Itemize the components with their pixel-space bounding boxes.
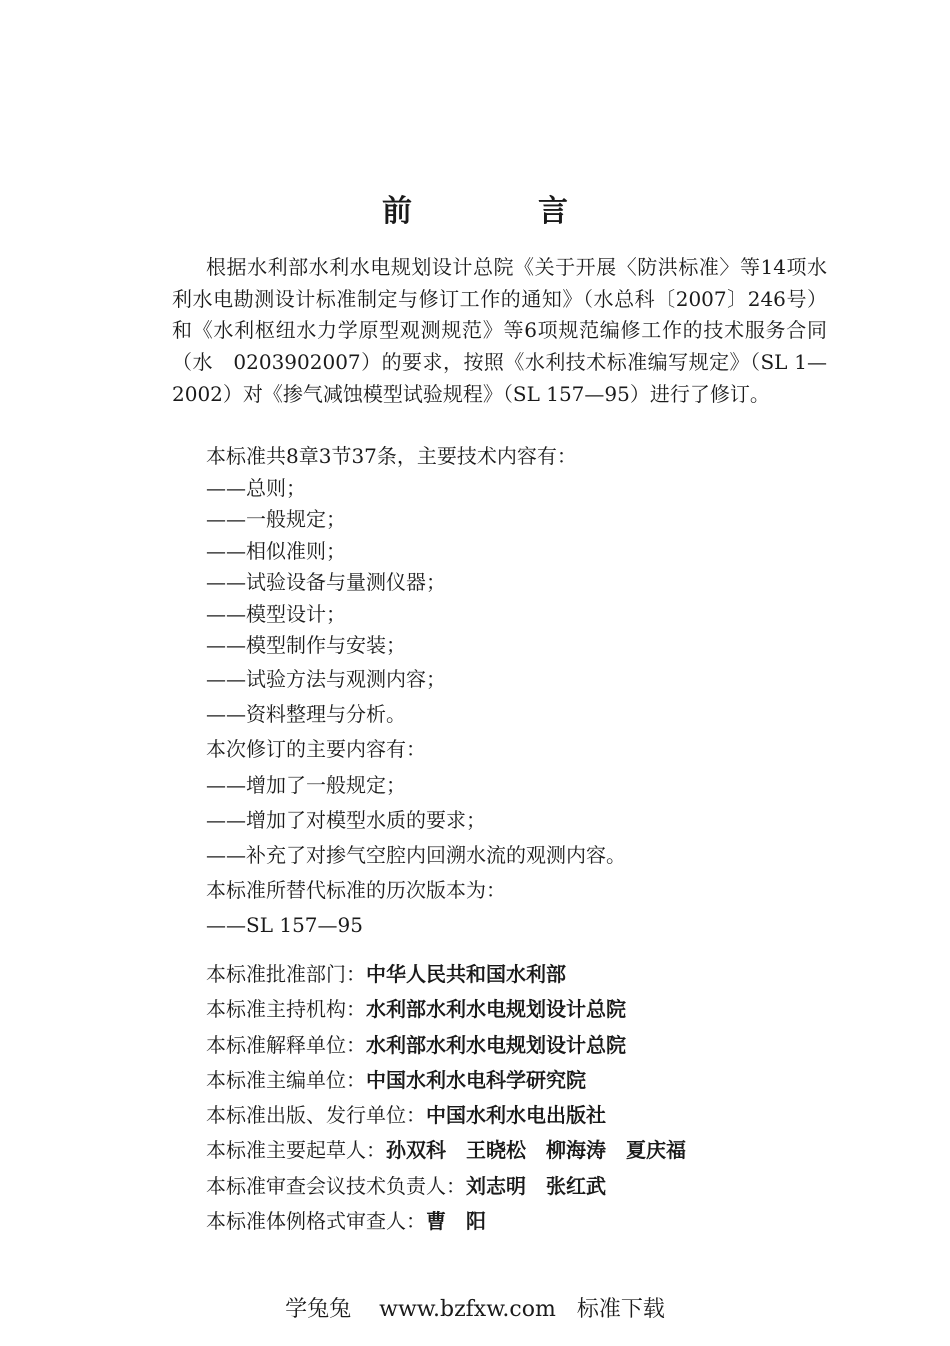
contents-item: ——相似准则； [206, 539, 346, 563]
responsibility-label: 本标准审查会议技术负责人： [206, 1174, 466, 1198]
contents-item: ——试验方法与观测内容； [206, 667, 446, 691]
responsibility-row [206, 1207, 486, 1235]
responsibility-row [206, 1031, 626, 1059]
responsibility-label: 本标准主持机构： [206, 997, 366, 1021]
revision-item: ——补充了对掺气空腔内回溯水流的观测内容。 [206, 843, 626, 867]
responsibility-label: 本标准批准部门： [206, 962, 366, 986]
responsibility-label: 本标准主要起草人： [206, 1138, 386, 1162]
responsibility-row [206, 1066, 586, 1094]
responsibility-value: 中国水利水电科学研究院 [366, 1068, 586, 1092]
page-title: 前 言 [382, 194, 616, 229]
responsibility-value: 中国水利水电出版社 [426, 1103, 606, 1127]
contents-item: ——模型制作与安装； [206, 633, 406, 657]
responsibility-label: 本标准解释单位： [206, 1033, 366, 1057]
responsibility-label: 本标准主编单位： [206, 1068, 366, 1092]
revision-heading: 本次修订的主要内容有： [206, 737, 426, 761]
responsibility-value: 水利部水利水电规划设计总院 [366, 997, 626, 1021]
revision-item: ——增加了一般规定； [206, 773, 406, 797]
responsibility-row [206, 960, 566, 988]
responsibility-row [206, 1136, 686, 1164]
responsibility-value: 刘志明 张红武 [466, 1174, 606, 1198]
responsibility-value: 曹 阳 [426, 1209, 486, 1233]
responsibility-label: 本标准出版、发行单位： [206, 1103, 426, 1127]
responsibility-value: 中华人民共和国水利部 [366, 962, 566, 986]
contents-item: ——模型设计； [206, 602, 346, 626]
contents-item: ——总则； [206, 476, 306, 500]
intro-paragraph: 根据水利部水利水电规划设计总院《关于开展〈防洪标准〉等14项水利水电勘测设计标准制定与修订工作的通知》（水总科〔2007〕246号）和《水利枢纽水力学原型观测规范》等6项规范编修工作的技术服务合同（水 0203902007）的要求，按照《水利技术标准编写规定》（SL 1—2002）对《掺气减蚀模型试验规程》（SL 157—95）进行了修订。 [172, 255, 827, 406]
responsibility-row [206, 995, 626, 1023]
responsibility-row [206, 1101, 606, 1129]
history-item: ——SL 157—95 [206, 913, 363, 937]
watermark-footer: 学兔兔 www.bzfxw.com 标准下载 [285, 1297, 665, 1322]
revision-item: ——增加了对模型水质的要求； [206, 808, 486, 832]
history-heading: 本标准所替代标准的历次版本为： [206, 878, 506, 902]
responsibility-row [206, 1172, 606, 1200]
contents-item: ——一般规定； [206, 507, 346, 531]
contents-item: ——试验设备与量测仪器； [206, 570, 446, 594]
responsibility-label: 本标准体例格式审查人： [206, 1209, 426, 1233]
responsibility-value: 水利部水利水电规划设计总院 [366, 1033, 626, 1057]
responsibility-value: 孙双科 王晓松 柳海涛 夏庆福 [386, 1138, 686, 1162]
summary-heading: 本标准共8章3节37条，主要技术内容有： [206, 444, 577, 468]
contents-item: ——资料整理与分析。 [206, 702, 406, 726]
